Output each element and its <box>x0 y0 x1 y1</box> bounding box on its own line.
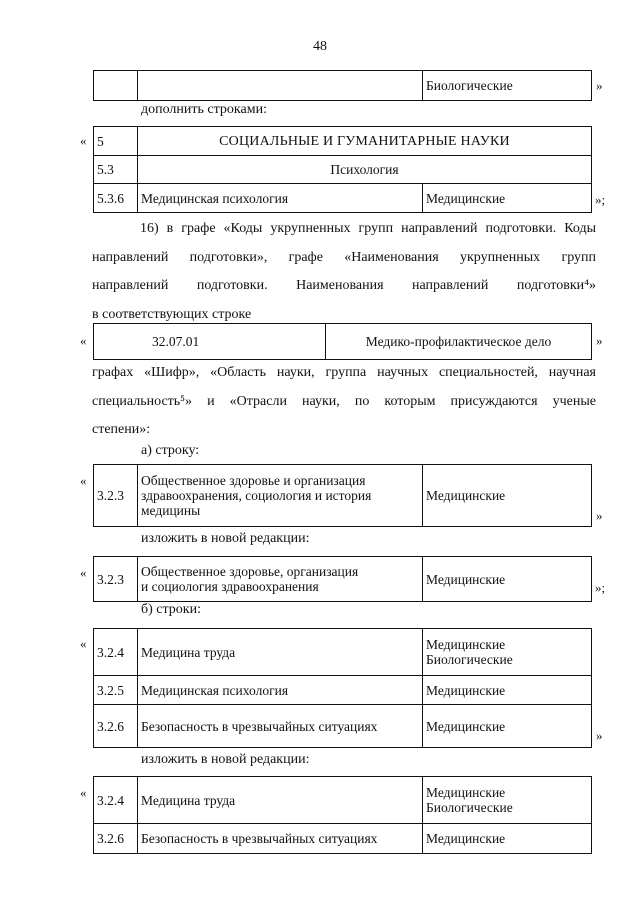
table-cell-code: 3.2.4 <box>94 777 138 824</box>
table-top-continuation <box>93 70 592 101</box>
table-cell-name <box>138 465 423 527</box>
table-cell-sciences <box>423 777 592 824</box>
table-row <box>94 184 592 213</box>
paragraph-line: в соответствующих строке <box>92 306 252 322</box>
quote-open: « <box>80 636 87 651</box>
name-line: Общественное здоровье и организация <box>141 473 366 488</box>
table-cell-code <box>94 71 138 101</box>
table-cell-name: Медицинская психология <box>138 676 423 705</box>
table-cell-name <box>138 557 423 602</box>
table-row <box>94 705 592 748</box>
table-cell-sciences: Медицинские <box>423 824 592 854</box>
table-row <box>94 465 592 527</box>
table-cell-code: 5.3 <box>94 156 138 184</box>
paragraph-line: степени»: <box>92 422 151 437</box>
table-cell-code: 5 <box>94 127 138 156</box>
quote-close: » <box>596 508 603 523</box>
table-row <box>94 324 592 360</box>
table-row <box>94 676 592 705</box>
table-cell-name: Медицина труда <box>138 629 423 676</box>
table-cell-sciences <box>423 629 592 676</box>
table-cell-name: Безопасность в чрезвычайных ситуациях <box>138 705 423 748</box>
sciences-line: Медицинские <box>426 637 506 652</box>
name-line: медицины <box>141 503 201 518</box>
quote-open: « <box>80 785 87 800</box>
item-b: б) строки: <box>141 602 201 617</box>
table-b-new <box>93 776 592 854</box>
item-a: а) строку: <box>141 443 200 458</box>
sciences-line: Биологические <box>426 652 513 667</box>
table-cell-name: Медико-профилактическое дело <box>326 324 592 360</box>
table-cell-name: Безопасность в чрезвычайных ситуациях <box>138 824 423 854</box>
table-cell-code: 3.2.5 <box>94 676 138 705</box>
table-a-new <box>93 556 592 602</box>
quote-close: » <box>596 333 603 348</box>
table-cell-code: 3.2.6 <box>94 705 138 748</box>
name-line: здравоохранения, социология и история <box>141 488 372 503</box>
quote-close: » <box>596 78 603 93</box>
table-cell-code: 3.2.3 <box>94 465 138 527</box>
table-row <box>94 557 592 602</box>
paragraph-columns <box>92 359 596 445</box>
sciences-line: Биологические <box>426 800 513 815</box>
quote-close: »; <box>595 192 606 207</box>
quote-close: » <box>596 728 603 743</box>
quote-open: « <box>80 333 87 348</box>
table-cell-sciences: Медицинские <box>423 184 592 213</box>
table-cell-code: 5.3.6 <box>94 184 138 213</box>
table-row <box>94 156 592 184</box>
table-row <box>94 824 592 854</box>
table-cell-name: Медицинская психология <box>138 184 423 213</box>
table-row <box>94 629 592 676</box>
instruction-supplement: дополнить строками: <box>141 102 267 117</box>
table-cell-group: Психология <box>138 156 592 184</box>
table-cell-name: Медицина труда <box>138 777 423 824</box>
table-cell-name <box>138 71 423 101</box>
paragraph-line: 16) в графе «Коды укрупненных групп направлений подготовки. Коды <box>140 221 596 236</box>
paragraph-line: направлений подготовки», графе «Наименования укрупненных групп <box>92 249 596 265</box>
table-cell-code: 3.2.3 <box>94 557 138 602</box>
table-direction <box>93 323 592 360</box>
table-row <box>94 127 592 156</box>
table-cell-section: СОЦИАЛЬНЫЕ И ГУМАНИТАРНЫЕ НАУКИ <box>138 127 592 156</box>
quote-close: »; <box>595 580 606 595</box>
sciences-line: Медицинские <box>426 785 506 800</box>
name-line: Общественное здоровье, организация <box>141 564 359 579</box>
table-a-old <box>93 464 592 527</box>
quote-open: « <box>80 473 87 488</box>
table-b-old <box>93 628 592 748</box>
table-cell-sciences: Медицинские <box>423 465 592 527</box>
table-row <box>94 777 592 824</box>
paragraph-16 <box>92 215 596 329</box>
table-cell-sciences: Биологические <box>423 71 592 101</box>
direction-code: 32.07.01 <box>152 334 200 349</box>
instruction-new-edition: изложить в новой редакции: <box>141 531 310 546</box>
page-number: 48 <box>313 39 327 54</box>
table-cell-code: 3.2.6 <box>94 824 138 854</box>
paragraph-line: направлений подготовки. Наименования направлений подготовки⁴» <box>92 278 596 293</box>
table-cell-code <box>94 324 326 360</box>
table-cell-sciences: Медицинские <box>423 705 592 748</box>
paragraph-line: графах «Шифр», «Область науки, группа научных специальностей, научная <box>92 365 596 380</box>
table-cell-sciences: Медицинские <box>423 557 592 602</box>
quote-open: « <box>80 133 87 148</box>
name-line: и социология здравоохранения <box>141 579 319 594</box>
paragraph-line: специальность⁵» и «Отрасли науки, по которым присуждаются ученые <box>92 393 596 409</box>
quote-open: « <box>80 565 87 580</box>
table-supplement <box>93 126 592 213</box>
table-cell-code: 3.2.4 <box>94 629 138 676</box>
instruction-new-edition: изложить в новой редакции: <box>141 752 310 767</box>
table-cell-sciences: Медицинские <box>423 676 592 705</box>
